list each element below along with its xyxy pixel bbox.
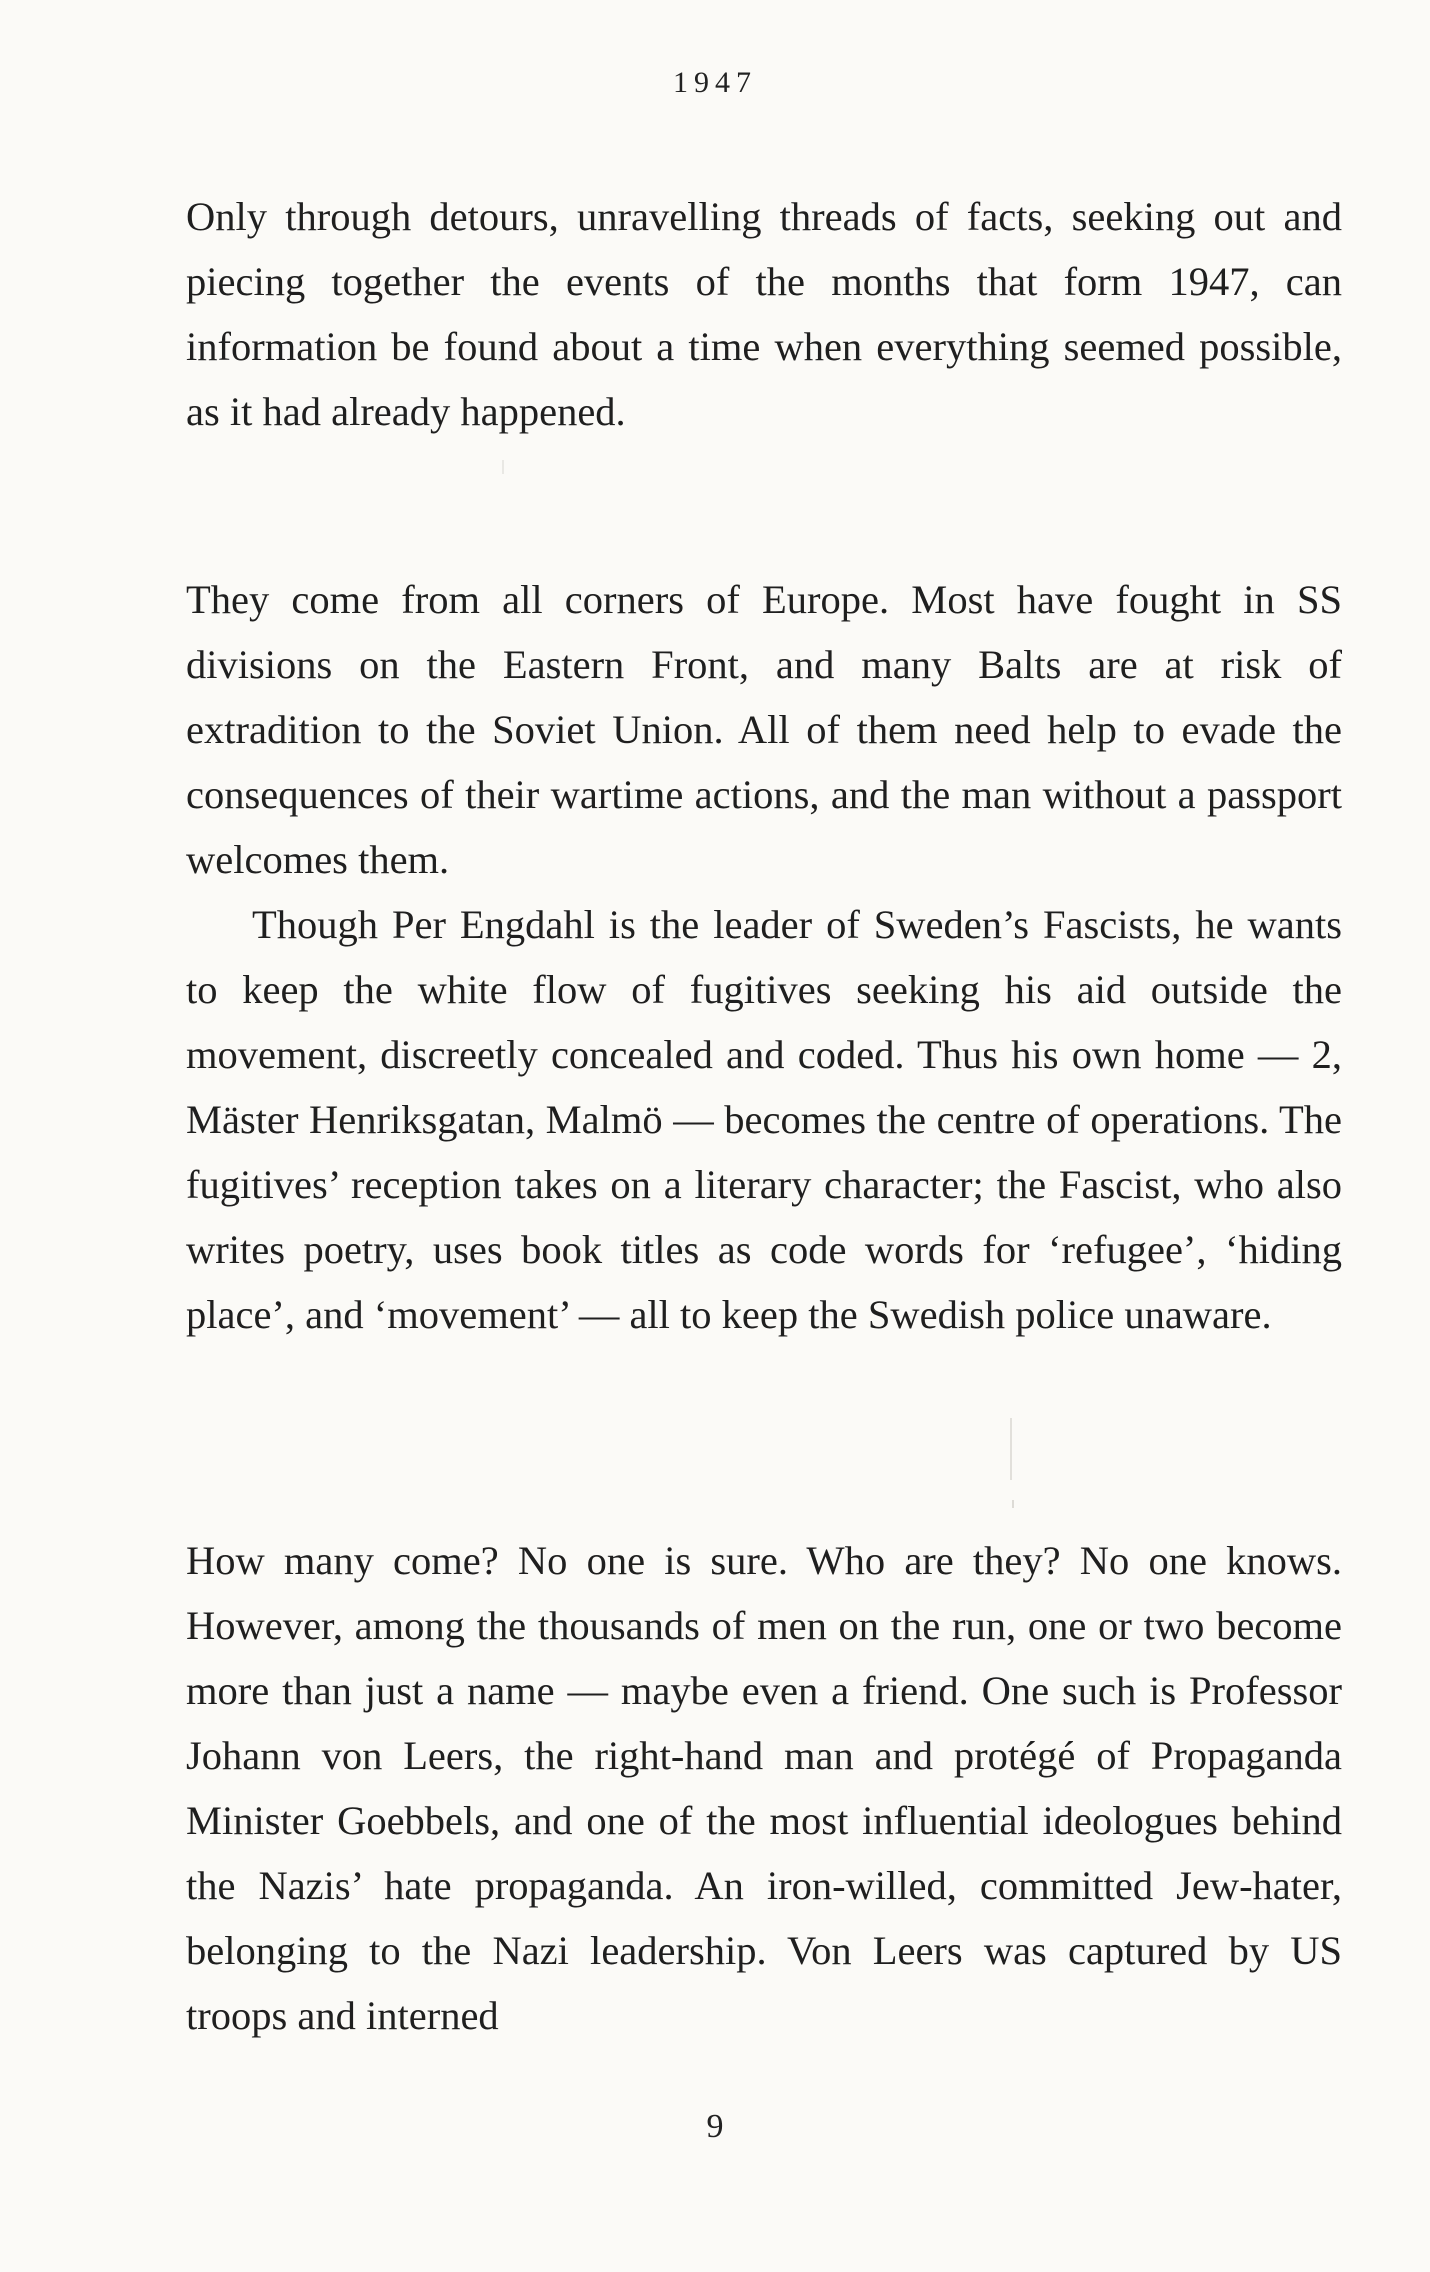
text-section-3 xyxy=(186,1528,1342,2048)
text-section-2 xyxy=(186,567,1342,1347)
scan-mark xyxy=(1010,1418,1012,1480)
paragraph: Though Per Engdahl is the leader of Sweden’s Fascists, he wants to keep the white flow of fugitives seeking his aid outside the movement, discreetly concealed and coded. Thus his own home — 2, Mäster Henriksgatan, Malmö — becomes the centre of operations. The fugitives’ reception takes on a literary character; the Fascist, who also writes poetry, uses book titles as code words for ‘refugee’, ‘hiding place’, and ‘movement’ — all to keep the Swedish police unaware. xyxy=(186,902,1342,1337)
paragraph: They come from all corners of Europe. Most have fought in SS divisions on the Eastern Front, and many Balts are at risk of extradition to the Soviet Union. All of them need help to evade the consequences of their wartime actions, and the man without a passport welcomes them. xyxy=(186,577,1342,882)
paragraph: How many come? No one is sure. Who are they? No one knows. However, among the thousands of men on the run, one or two become more than just a name — maybe even a friend. One such is Professor Johann von Leers, the right-hand man and protégé of Propaganda Minister Goebbels, and one of the most influential ideologues behind the Nazis’ hate propaganda. An iron-willed, committed Jew-hater, belonging to the Nazi leadership. Von Leers was captured by US troops and interned xyxy=(186,1538,1342,2038)
page-number: 9 xyxy=(706,2108,724,2145)
scan-mark xyxy=(1012,1500,1014,1508)
text-section-1 xyxy=(186,184,1342,444)
scan-mark xyxy=(502,460,504,474)
running-header: 1947 xyxy=(673,66,757,99)
paragraph: Only through detours, unravelling threads of facts, seeking out and piecing together the events of the months that form 1947, can information be found about a time when everything seemed possible, as it had already happened. xyxy=(186,194,1342,434)
